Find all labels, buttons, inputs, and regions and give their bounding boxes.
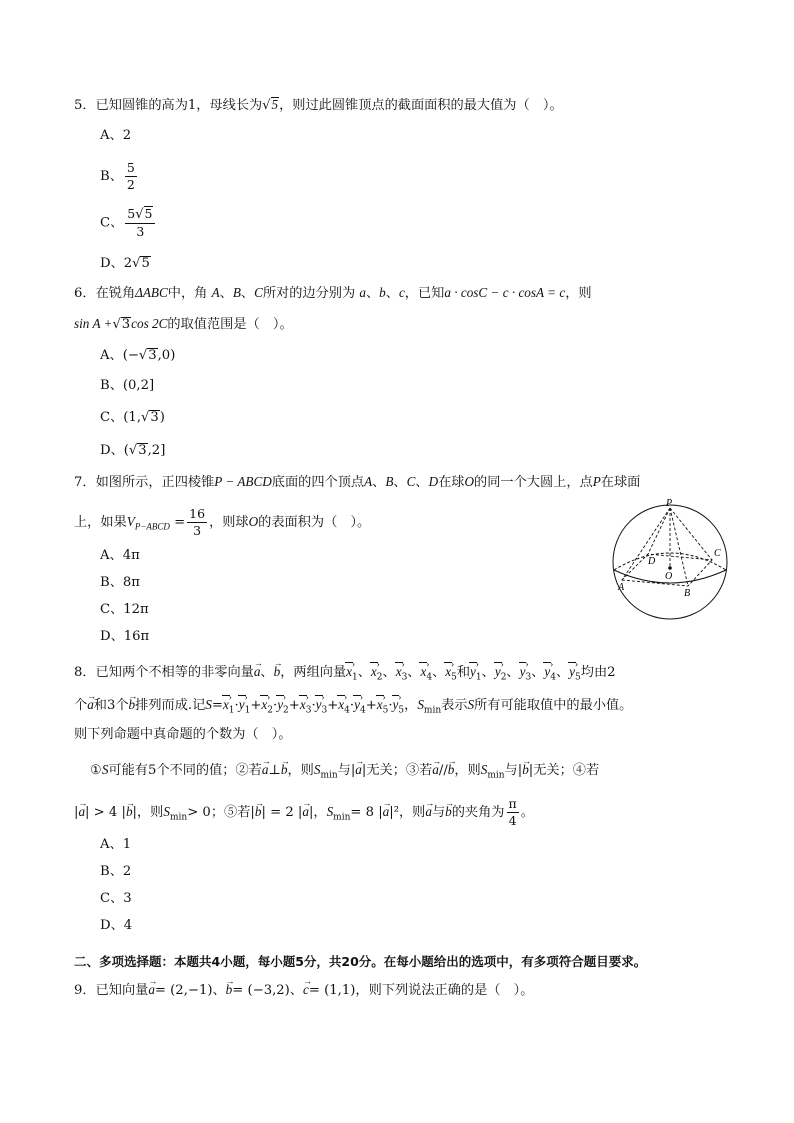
- option-label: B、: [100, 169, 123, 184]
- math: (: [123, 443, 129, 458]
- subscript: 5: [398, 705, 405, 716]
- text: 、: [506, 665, 520, 680]
- text: 、: [372, 475, 386, 490]
- subscript: 5: [451, 672, 457, 683]
- text: 7．如图所示，正四棱锥: [74, 475, 215, 490]
- option-label: A、: [100, 348, 123, 363]
- text: 排列而成.记: [135, 698, 206, 713]
- q7-stem-line2: [74, 506, 370, 539]
- q5-option-b[interactable]: [100, 160, 139, 193]
- text: 、: [385, 286, 399, 301]
- text: ，则球: [209, 515, 249, 530]
- math: A: [364, 474, 373, 489]
- subscript: 4: [359, 705, 366, 716]
- text: |，则: [132, 805, 164, 820]
- subscript: 3: [321, 705, 328, 716]
- math: D: [428, 474, 439, 489]
- text: 的夹角为: [451, 805, 505, 820]
- text: 、: [555, 665, 570, 680]
- math: (1,: [123, 410, 142, 425]
- edge-pd: [648, 508, 670, 554]
- subscript: 4: [344, 705, 350, 716]
- text: | = 2 |: [261, 805, 303, 820]
- vector-y: y ›: [470, 662, 476, 682]
- math: a · cosC − c · cosA = c: [444, 285, 566, 300]
- text: 和: [456, 665, 471, 680]
- vector-a: → a: [355, 760, 362, 780]
- option-label: A、: [100, 128, 123, 143]
- q7-option-a[interactable]: [100, 546, 140, 566]
- vector-a: → a: [78, 802, 85, 822]
- text: 无关；④若: [533, 763, 600, 778]
- label-c: C: [714, 548, 721, 559]
- fraction: [125, 206, 155, 240]
- math: //: [438, 763, 448, 778]
- text: |: [74, 805, 79, 820]
- text: 6．在锐角: [74, 286, 136, 301]
- subscript: 1: [228, 705, 235, 716]
- label-d: D: [648, 556, 656, 567]
- math: ΔABC: [135, 285, 168, 300]
- q8-stem-line2: [74, 695, 632, 716]
- label-o: O: [665, 571, 673, 582]
- q5-stem: 5．已知圆锥的高为1，母线长为√5，则过此圆锥顶点的截面面积的最大值为（ ）。: [74, 97, 563, 113]
- math: =: [211, 698, 223, 713]
- vector-c: → c: [303, 980, 309, 1000]
- text: 与: [504, 763, 518, 778]
- coefficient: 5: [127, 206, 136, 221]
- text: 、: [407, 665, 421, 680]
- numerator: π: [508, 796, 517, 811]
- subscript: 1: [352, 672, 358, 683]
- label-b: B: [684, 588, 691, 599]
- subscript: min: [333, 812, 351, 823]
- text: 、: [415, 475, 429, 490]
- q5-option-d[interactable]: D、2√5: [100, 256, 150, 271]
- option-value: 2: [122, 864, 132, 879]
- radicand: 5: [144, 206, 153, 221]
- math: sin A +: [74, 316, 113, 331]
- option-label: D、: [100, 443, 124, 458]
- coefficient: 2: [123, 256, 133, 271]
- vector-x: x ›: [338, 695, 344, 715]
- text: 均由2: [580, 665, 616, 680]
- radicand: 3: [121, 317, 131, 332]
- math: S: [205, 697, 212, 712]
- option-value: 12π: [123, 602, 149, 617]
- subscript: 1: [475, 672, 482, 683]
- math: C: [406, 474, 416, 489]
- subscript: 5: [382, 705, 389, 716]
- q6-stem-line2: sin A +√3cos 2C的取值范围是（ ）。: [74, 316, 293, 332]
- vector-b: → b: [448, 760, 455, 780]
- math: +: [288, 698, 300, 713]
- center-point: [668, 566, 672, 570]
- q8-option-b[interactable]: [100, 862, 131, 882]
- vector-b: → b: [522, 760, 529, 780]
- subscript: min: [423, 705, 442, 716]
- text: 所对的边分别为: [262, 286, 356, 301]
- option-label: D、: [100, 629, 124, 644]
- subscript: min: [320, 770, 338, 781]
- text: 在球: [438, 475, 465, 490]
- q5-text: 5．已知圆锥的高为1，母线长为: [74, 98, 263, 113]
- text: > 0；⑤若: [187, 805, 251, 820]
- vector-b: → b: [255, 802, 262, 822]
- text: |，: [308, 805, 327, 820]
- text: 、: [393, 475, 407, 490]
- vector-x: x ›: [261, 695, 267, 715]
- math: (−: [122, 348, 139, 363]
- math: S: [480, 762, 488, 777]
- q5-radicand: 5: [271, 97, 279, 112]
- q6-option-b[interactable]: [100, 376, 154, 396]
- text: 。: [520, 805, 534, 820]
- text: 、: [365, 286, 380, 301]
- option-value: 3: [123, 891, 132, 906]
- text: 无关；③若: [366, 763, 433, 778]
- denominator: 2: [126, 177, 135, 192]
- subscript: 5: [575, 672, 581, 683]
- math: ): [159, 410, 165, 425]
- text: 、: [481, 665, 495, 680]
- option-label: D、: [100, 918, 124, 933]
- math: S: [101, 762, 109, 777]
- q6-option-a[interactable]: A、(−√3,0): [100, 348, 176, 363]
- text: ，两组向量: [280, 665, 347, 680]
- q9-stem: [74, 980, 533, 1001]
- text: ，则: [565, 286, 592, 301]
- vector-b: → b: [274, 662, 281, 682]
- math: cos 2C: [131, 316, 168, 331]
- numerator: 5√5: [125, 206, 155, 224]
- option-value: 1: [122, 837, 132, 852]
- subscript: 4: [426, 672, 433, 683]
- text: 、: [212, 983, 226, 998]
- subscript: min: [487, 770, 505, 781]
- text: 、: [382, 665, 396, 680]
- option-value: 4π: [122, 548, 140, 563]
- option-label: B、: [100, 575, 123, 590]
- option-label: B、: [100, 864, 123, 879]
- math: = (1,1): [308, 983, 356, 998]
- math: ·: [234, 698, 239, 713]
- text: 、: [357, 665, 371, 680]
- q6-option-c[interactable]: C、(1,√3): [100, 410, 165, 425]
- numerator: 5: [126, 160, 135, 175]
- math: S: [326, 804, 334, 819]
- text: ，则: [287, 763, 314, 778]
- option-value: 2: [122, 128, 132, 143]
- q8-stem-line4: ①S可能有5个不同的值；②若→ a⊥→ b，则$S_{min}$与|→ a|无关；③若→ a//→ b，则$S_{min}$与|→ b|无关；④若: [90, 760, 599, 781]
- option-value: 4: [123, 918, 133, 933]
- vector-b: → b: [445, 802, 452, 822]
- option-label: C、: [100, 891, 124, 906]
- vector-x: x ›: [300, 695, 306, 715]
- math: O: [464, 474, 475, 489]
- math: A: [211, 285, 220, 300]
- q8-stem-line1: [74, 662, 616, 683]
- text: 上，如果: [74, 515, 127, 530]
- q8-stem-line3: [74, 725, 292, 745]
- vector-a: → a: [262, 760, 269, 780]
- sphere-pyramid-figure: [608, 496, 732, 624]
- option-label: C、: [100, 602, 124, 617]
- text: ，已知: [404, 286, 445, 301]
- vector-a: → a: [383, 802, 390, 822]
- vector-y: y ›: [239, 695, 245, 715]
- subscript: 3: [525, 672, 532, 683]
- vector-x: x ›: [346, 662, 352, 682]
- q8-stem-line5: |→ a| > 4 |→ b|，则$S_{min}> 0$；⑤若|→ b| = 2 |→ a|，$S_{min}= 8$ |→ a|²，则→ a与→ b的夹角为 $\frac{\pi}{4}$ 。: [74, 796, 534, 829]
- option-label: A、: [100, 837, 123, 852]
- vector-x: x ›: [445, 662, 451, 682]
- text: 、: [531, 665, 545, 680]
- text: 9．已知向量: [74, 983, 149, 998]
- math: C: [254, 285, 263, 300]
- vector-y: y ›: [569, 662, 575, 682]
- option-label: B、: [100, 378, 123, 393]
- text: |²，则: [389, 805, 426, 820]
- math: P: [592, 474, 601, 489]
- math: S: [313, 762, 321, 777]
- text: 个: [74, 698, 88, 713]
- fraction: [187, 506, 207, 539]
- fraction: [507, 796, 519, 829]
- subscript: 3: [401, 672, 408, 683]
- text: | > 4 |: [85, 805, 126, 820]
- text: 底面的四个顶点: [271, 475, 365, 490]
- math: +: [327, 698, 339, 713]
- text: ①: [90, 763, 102, 778]
- subscript: 3: [305, 705, 312, 716]
- option-value: 16π: [123, 629, 150, 644]
- math: ·: [311, 698, 316, 713]
- vector-a: → a: [425, 802, 432, 822]
- q5-option-a[interactable]: [100, 126, 131, 146]
- text: 8．已知两个不相等的非零向量: [74, 665, 254, 680]
- text: 、: [219, 286, 233, 301]
- numerator: 16: [189, 506, 206, 521]
- radicand: 5: [141, 256, 150, 271]
- radicand: 3: [148, 348, 157, 363]
- text: 的同一个大圆上，点: [474, 475, 593, 490]
- vector-y: y ›: [354, 695, 360, 715]
- vector-a: → a: [302, 802, 309, 822]
- edge-pa: [622, 508, 673, 582]
- option-value: 8π: [122, 575, 140, 590]
- math: S: [163, 804, 170, 819]
- text: 所有可能取值中的最小值。: [474, 698, 633, 713]
- math: V: [126, 514, 135, 529]
- denominator: 4: [508, 813, 517, 828]
- math: ·: [388, 698, 393, 713]
- option-value: (0,2]: [122, 378, 155, 393]
- label-a: A: [618, 582, 625, 593]
- math: ,0): [157, 348, 176, 363]
- vector-x: x ›: [377, 695, 383, 715]
- option-label: D、: [100, 256, 124, 271]
- radicand: 3: [150, 410, 159, 425]
- label-p: P: [666, 498, 673, 509]
- subscript: 1: [244, 705, 251, 716]
- subscript: P−ABCD: [134, 521, 170, 532]
- vector-y: y ›: [393, 695, 399, 715]
- text: 和3个: [93, 698, 129, 713]
- subscript: 4: [550, 672, 556, 683]
- math: c: [398, 285, 405, 300]
- subscript: 2: [376, 672, 383, 683]
- subscript: 2: [283, 705, 289, 716]
- vector-x: x ›: [396, 662, 402, 682]
- q7-option-c[interactable]: [100, 600, 149, 620]
- math: a: [359, 285, 366, 300]
- text: 则下列命题中真命题的个数为（ ）。: [74, 727, 292, 742]
- math: ·: [349, 698, 355, 713]
- vector-b: → b: [281, 760, 288, 780]
- vector-x: x ›: [223, 695, 229, 715]
- text: = 8 |: [350, 805, 383, 820]
- math: = (2,−1): [154, 983, 213, 998]
- option-label: C、: [100, 410, 124, 425]
- section-heading: 二、多项选择题：本题共4小题，每小题5分，共20分。在每小题给出的选项中，有多项符合题目要求。: [74, 954, 647, 969]
- math: +: [250, 698, 262, 713]
- option-label: C、: [100, 215, 124, 231]
- math: =: [174, 515, 186, 530]
- text: ，则: [454, 763, 481, 778]
- text: 的表面积为（ ）。: [258, 515, 371, 530]
- vector-y: y ›: [277, 695, 283, 715]
- math: P − ABCD: [214, 474, 272, 489]
- text: 、: [260, 665, 274, 680]
- text: 、: [289, 983, 304, 998]
- vector-y: y ›: [495, 662, 501, 682]
- vector-y: y ›: [520, 662, 526, 682]
- vector-a: → a: [432, 760, 439, 780]
- text: ，: [404, 698, 418, 713]
- text: 中，角: [167, 286, 208, 301]
- vector-b: → b: [126, 802, 133, 822]
- q5-option-c[interactable]: [100, 206, 157, 240]
- text: 可能有5个不同的值；②若: [108, 763, 262, 778]
- text: 、: [240, 286, 255, 301]
- option-label: A、: [100, 548, 123, 563]
- vector-a: → a: [148, 980, 155, 1000]
- math: = (−3,2): [232, 983, 290, 998]
- fraction: [125, 160, 137, 193]
- q7-option-b[interactable]: [100, 573, 140, 593]
- vector-y: y ›: [316, 695, 322, 715]
- radicand: 3: [138, 443, 147, 458]
- subscript: min: [169, 812, 188, 823]
- math: S: [467, 697, 475, 712]
- math: ·: [272, 698, 278, 713]
- text: 表示: [441, 698, 468, 713]
- q7-stem-line1: [74, 472, 640, 493]
- q6-stem-line1: [74, 283, 592, 304]
- text: 、: [432, 665, 446, 680]
- vector-x: x ›: [371, 662, 377, 682]
- vector-b: → b: [129, 695, 136, 715]
- vector-a: → a: [87, 695, 94, 715]
- text: 与: [431, 805, 446, 820]
- q8-option-c[interactable]: [100, 889, 132, 909]
- math: S: [417, 697, 424, 712]
- text: 的取值范围是（ ）。: [167, 317, 293, 332]
- vector-x: x ›: [420, 662, 426, 682]
- math: +: [365, 698, 377, 713]
- q7-option-d[interactable]: [100, 627, 149, 647]
- vector-b: → b: [226, 980, 233, 1000]
- denominator: 3: [193, 523, 202, 538]
- denominator: 3: [136, 224, 145, 239]
- q8-option-a[interactable]: [100, 835, 131, 855]
- text: ，则下列说法正确的是（ ）。: [355, 983, 534, 998]
- text: 与: [337, 763, 351, 778]
- vector-y: y ›: [544, 662, 550, 682]
- math: B: [232, 285, 241, 300]
- math: B: [385, 474, 394, 489]
- q8-option-d[interactable]: [100, 916, 132, 936]
- edge-pb: [670, 508, 688, 586]
- math: ,2]: [147, 443, 166, 458]
- math: O: [248, 514, 259, 529]
- q6-option-d[interactable]: D、(√3,2]: [100, 443, 166, 458]
- subscript: 2: [500, 672, 507, 683]
- math: b: [379, 285, 386, 300]
- text: 在球面: [600, 475, 641, 490]
- q5-tail: ，则过此圆锥顶点的截面面积的最大值为（ ）。: [279, 98, 563, 113]
- math: ⊥: [268, 763, 281, 778]
- vector-a: → a: [254, 662, 261, 682]
- subscript: 2: [267, 705, 273, 716]
